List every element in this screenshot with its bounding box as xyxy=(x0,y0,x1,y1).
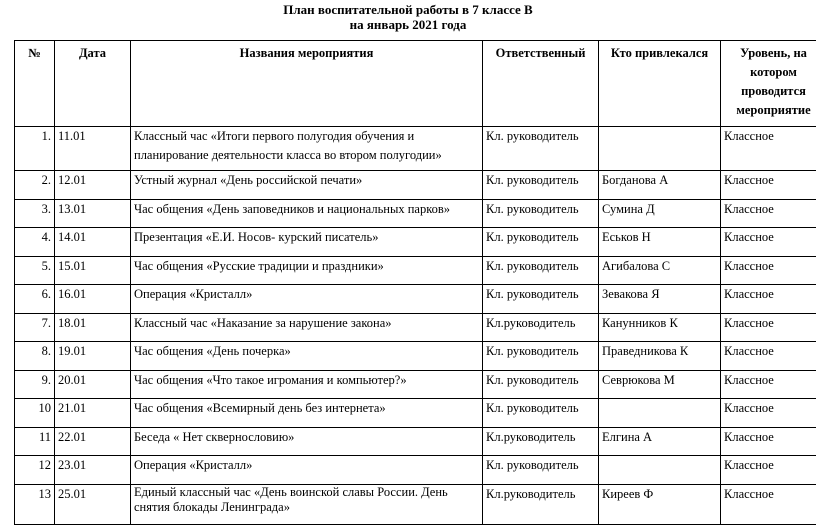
table-row xyxy=(15,256,816,285)
cell-responsible: Кл. руководитель xyxy=(483,199,599,228)
cell-involved: Зевакова Я xyxy=(599,285,721,314)
cell-event: Час общения «День заповедников и национальных парков» xyxy=(131,199,483,228)
cell-level: Классное xyxy=(721,342,816,371)
cell-event: Час общения «День почерка» xyxy=(131,342,483,371)
cell-involved: Сумина Д xyxy=(599,199,721,228)
cell-date: 20.01 xyxy=(55,370,131,399)
cell-involved: Агибалова С xyxy=(599,256,721,285)
cell-date: 13.01 xyxy=(55,199,131,228)
cell-involved: Севрюкова М xyxy=(599,370,721,399)
cell-num: 4. xyxy=(15,228,55,257)
cell-responsible: Кл.руководитель xyxy=(483,313,599,342)
header-responsible: Ответственный xyxy=(483,41,599,127)
cell-event: Единый классный час «День воинской славы России. День снятия блокады Ленинграда» xyxy=(131,484,483,524)
cell-responsible: Кл. руководитель xyxy=(483,399,599,428)
cell-date: 18.01 xyxy=(55,313,131,342)
cell-event: Классный час «Итоги первого полугодия обучения и планирование деятельности класса во втором полугодии» xyxy=(131,127,483,171)
table-row xyxy=(15,199,816,228)
cell-involved xyxy=(599,127,721,171)
cell-level: Классное xyxy=(721,171,816,200)
header-date: Дата xyxy=(55,41,131,127)
cell-event: Час общения «Что такое игромания и компьютер?» xyxy=(131,370,483,399)
cell-responsible: Кл.руководитель xyxy=(483,484,599,524)
table-row xyxy=(15,228,816,257)
cell-level: Классное xyxy=(721,256,816,285)
cell-responsible: Кл. руководитель xyxy=(483,456,599,485)
cell-num: 8. xyxy=(15,342,55,371)
cell-responsible: Кл. руководитель xyxy=(483,342,599,371)
cell-event: Операция «Кристалл» xyxy=(131,285,483,314)
cell-date: 23.01 xyxy=(55,456,131,485)
cell-num: 5. xyxy=(15,256,55,285)
cell-involved: Киреев Ф xyxy=(599,484,721,524)
table-row xyxy=(15,342,816,371)
table-row xyxy=(15,313,816,342)
cell-num: 2. xyxy=(15,171,55,200)
table-header-row xyxy=(15,41,816,127)
cell-date: 14.01 xyxy=(55,228,131,257)
cell-level: Классное xyxy=(721,399,816,428)
cell-num: 7. xyxy=(15,313,55,342)
cell-level: Классное xyxy=(721,456,816,485)
plan-table xyxy=(14,40,816,525)
cell-involved xyxy=(599,399,721,428)
table-row xyxy=(15,370,816,399)
cell-involved: Канунников К xyxy=(599,313,721,342)
table-row xyxy=(15,484,816,524)
cell-level: Классное xyxy=(721,228,816,257)
cell-responsible: Кл. руководитель xyxy=(483,228,599,257)
cell-event: Час общения «Русские традиции и праздники» xyxy=(131,256,483,285)
cell-num: 9. xyxy=(15,370,55,399)
table-row xyxy=(15,127,816,171)
cell-num: 11 xyxy=(15,427,55,456)
cell-level: Классное xyxy=(721,127,816,171)
document-title: План воспитательной работы в 7 классе В xyxy=(0,2,816,18)
cell-date: 19.01 xyxy=(55,342,131,371)
cell-involved: Богданова А xyxy=(599,171,721,200)
cell-date: 12.01 xyxy=(55,171,131,200)
cell-responsible: Кл. руководитель xyxy=(483,370,599,399)
cell-involved: Елгина А xyxy=(599,427,721,456)
cell-level: Классное xyxy=(721,427,816,456)
cell-date: 21.01 xyxy=(55,399,131,428)
document-subtitle: на январь 2021 года xyxy=(0,17,816,33)
cell-responsible: Кл. руководитель xyxy=(483,127,599,171)
cell-num: 3. xyxy=(15,199,55,228)
table-row xyxy=(15,427,816,456)
header-event: Названия мероприятия xyxy=(131,41,483,127)
table-row xyxy=(15,171,816,200)
cell-responsible: Кл.руководитель xyxy=(483,427,599,456)
cell-date: 16.01 xyxy=(55,285,131,314)
cell-num: 12 xyxy=(15,456,55,485)
cell-num: 1. xyxy=(15,127,55,171)
cell-level: Классное xyxy=(721,285,816,314)
cell-event: Операция «Кристалл» xyxy=(131,456,483,485)
cell-involved: Еськов Н xyxy=(599,228,721,257)
table-row xyxy=(15,285,816,314)
header-involved: Кто привлекался xyxy=(599,41,721,127)
cell-event: Классный час «Наказание за нарушение закона» xyxy=(131,313,483,342)
cell-level: Классное xyxy=(721,370,816,399)
cell-responsible: Кл. руководитель xyxy=(483,256,599,285)
cell-involved: Праведникова К xyxy=(599,342,721,371)
table-row xyxy=(15,399,816,428)
cell-event: Устный журнал «День российской печати» xyxy=(131,171,483,200)
cell-num: 13 xyxy=(15,484,55,524)
cell-level: Классное xyxy=(721,484,816,524)
table-row xyxy=(15,456,816,485)
cell-date: 15.01 xyxy=(55,256,131,285)
header-level: Уровень, на котором проводится мероприятие xyxy=(721,41,816,127)
cell-date: 22.01 xyxy=(55,427,131,456)
cell-level: Классное xyxy=(721,199,816,228)
cell-responsible: Кл. руководитель xyxy=(483,285,599,314)
cell-event: Презентация «Е.И. Носов- курский писатель» xyxy=(131,228,483,257)
cell-responsible: Кл. руководитель xyxy=(483,171,599,200)
cell-involved xyxy=(599,456,721,485)
cell-event: Час общения «Всемирный день без интернета» xyxy=(131,399,483,428)
cell-level: Классное xyxy=(721,313,816,342)
cell-event: Беседа « Нет сквернословию» xyxy=(131,427,483,456)
cell-date: 11.01 xyxy=(55,127,131,171)
cell-num: 6. xyxy=(15,285,55,314)
header-num: № xyxy=(15,41,55,127)
cell-date: 25.01 xyxy=(55,484,131,524)
cell-num: 10 xyxy=(15,399,55,428)
